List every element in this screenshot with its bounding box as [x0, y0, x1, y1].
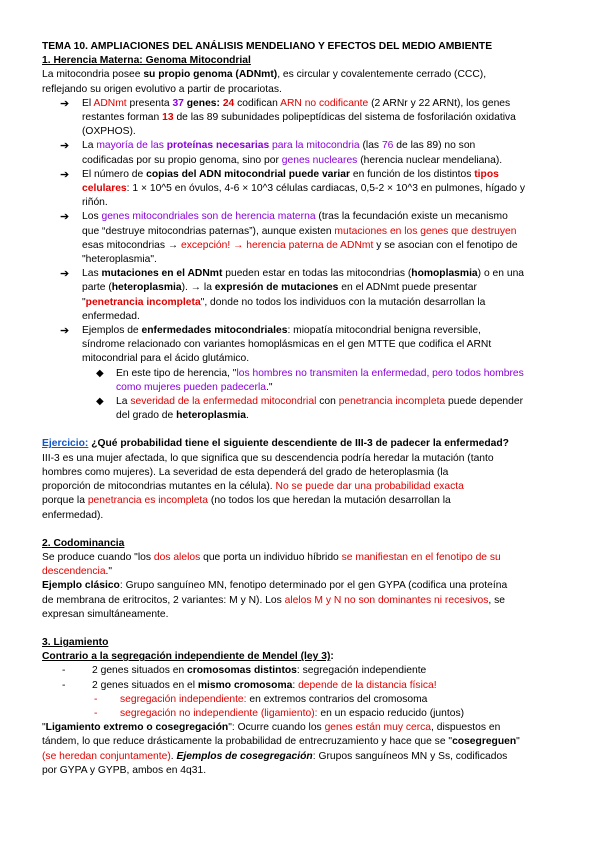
- list-item: ➔ Las mutaciones en el ADNmt pueden estar en todas las mitocondrias (homoplasmia) o en una parte (heteroplasmia). → la expresión de mutaciones en el ADNmt puede presentar "penetrancia incompleta", donde no todos los individuos con la mutación desarrollan la enfermedad.: [60, 268, 525, 322]
- section-3-dash-list: [42, 664, 570, 721]
- list-item: ➔ La mayoría de las proteínas necesarias para la mitocondria (las 76 de las 89) no son codificadas por su propio genoma, sino por genes nucleares (herencia nuclear mendeliana).: [60, 140, 503, 166]
- arrow-bullet-icon: ➔: [60, 168, 70, 181]
- section-1-intro: La mitocondria posee su propio genoma (ADNmt), es circular y covalentemente cerrado (CCC),: [42, 69, 487, 81]
- list-item: ◆ En este tipo de herencia, "los hombres no transmiten la enfermedad, pero todos hombres como mujeres pueden padecerla.": [96, 367, 524, 393]
- diamond-sublist: [82, 367, 570, 424]
- list-item: - segregación independiente: en extremos contrarios del cromosoma: [94, 693, 428, 705]
- section-1-intro-cont: reflejando su origen evolutivo a partir de procariotas.: [42, 83, 282, 95]
- document-title: TEMA 10. AMPLIACIONES DEL ANÁLISIS MENDELIANO Y EFECTOS DEL MEDIO AMBIENTE: [42, 41, 493, 52]
- diamond-bullet-icon: ◆: [96, 367, 104, 379]
- section-3-text: "Ligamiento extremo o cosegregación": Ocurre cuando los genes están muy cerca, dispuestos en: [42, 722, 501, 734]
- diamond-bullet-icon: ◆: [96, 396, 104, 408]
- exercise-answer-line: hombres como mujeres). La severidad de esta dependerá del grado de heteroplasmia (la: [42, 466, 449, 478]
- section-1-arrow-list: [42, 97, 570, 424]
- section-2-text: Se produce cuando "los dos alelos que porta un individuo híbrido se manifiestan en el fenotipo de su: [42, 551, 501, 563]
- exercise-answer-line: III-3 es una mujer afectada, lo que significa que su descendencia podría heredar la mutación (tanto: [42, 452, 494, 464]
- section-3-sublist: [92, 693, 570, 721]
- section-3-text: por GYPA y GYPB, ambos en 4q31.: [42, 764, 207, 776]
- arrow-bullet-icon: ➔: [60, 325, 70, 338]
- exercise-answer-line: porque la penetrancia es incompleta (no todos los que heredan la mutación desarrollan la: [42, 495, 451, 507]
- arrow-bullet-icon: ➔: [60, 211, 70, 224]
- arrow-bullet-icon: ➔: [60, 97, 70, 110]
- list-item: - 2 genes situados en el mismo cromosoma: depende de la distancia física! - segregación independiente: en extremos contrarios del cromosoma - segregación no independiente (ligamiento): en un espacio reducido (juntos): [92, 679, 570, 722]
- list-item: ◆ La severidad de la enfermedad mitocondrial con penetrancia incompleta puede depender del grado de heteroplasmia.: [96, 396, 524, 422]
- section-2-heading: 2. Codominancia: [42, 537, 125, 549]
- section-3-subheading: Contrario a la segregación independiente de Mendel (ley 3):: [42, 651, 334, 663]
- exercise-question: Ejercicio: ¿Qué probabilidad tiene el siguiente descendiente de III-3 de padecer la enfermedad?: [42, 438, 509, 450]
- section-2-text: descendencia.": [42, 566, 113, 578]
- list-item: - segregación no independiente (ligamiento): en un espacio reducido (juntos): [94, 707, 465, 719]
- list-item: ➔ Ejemplos de enfermedades mitocondriales: miopatía mitocondrial benigna reversible, síndrome relacionado con variantes homoplásmicas en el gen MTTE que codifica el ARNt mitocondrial para el ácido glutámico. ◆ En este tipo de herencia, "los hombres no transmiten la enfermedad, pero todos hombres como mujeres pueden padecerla." ◆ La severidad de la enfermedad mitocondrial con penetrancia incompleta puede depender del grado de heteroplasmia.: [82, 324, 570, 423]
- section-2-example: Ejemplo clásico: Grupo sanguíneo MN, fenotipo determinado por el gen GYPA (codifica una proteína: [42, 580, 508, 592]
- exercise-answer-line: enfermedad).: [42, 509, 104, 521]
- section-3-text: (se heredan conjuntamente). Ejemplos de cosegregación: Grupos sanguíneos MN y Ss, codificados: [42, 750, 508, 762]
- arrow-bullet-icon: ➔: [60, 268, 70, 281]
- section-2-example: de membrana de eritrocitos, 2 variantes: M y N). Los alelos M y N no son dominantes ni recesivos, se: [42, 594, 506, 606]
- section-2-example: expresan simultáneamente.: [42, 608, 169, 620]
- arrow-bullet-icon: ➔: [60, 140, 70, 153]
- section-3-heading: 3. Ligamiento: [42, 636, 109, 648]
- list-item: - 2 genes situados en cromosomas distintos: segregación independiente: [62, 665, 427, 677]
- section-1-heading: 1. Herencia Materna: Genoma Mitocondrial: [42, 55, 251, 67]
- exercise-answer-line: proporción de mitocondrias mutantes en la célula). No se puede dar una probabilidad exacta: [42, 481, 464, 493]
- list-item: ➔ El número de copias del ADN mitocondrial puede variar en función de los distintos tipos celulares: 1 × 10^5 en óvulos, 4-6 × 10^3 células cardiacas, 0,5-2 × 10^3 en pulmones, hígado y riñón.: [60, 168, 525, 209]
- list-item: ➔ Los genes mitocondriales son de herencia materna (tras la fecundación existe un mecanismo que “destruye mitocondrias paternas”), aunque existen mutaciones en los genes que destruyen esas mitocondrias → excepción! → herencia paterna de ADNmt y se asocian con el fenotipo de "heteroplasmia".: [60, 211, 518, 266]
- section-3-text: tándem, lo que reduce drásticamente la probabilidad de entrecruzamiento y hace que se "cosegreguen": [42, 736, 520, 748]
- list-item: ➔ El ADNmt presenta 37 genes: 24 codifican ARN no codificante (2 ARNr y 22 ARNt), los genes restantes forman 13 de las 89 subunidades polipeptídicas del sistema de fosforilación oxidativa (OXPHOS).: [60, 97, 516, 138]
